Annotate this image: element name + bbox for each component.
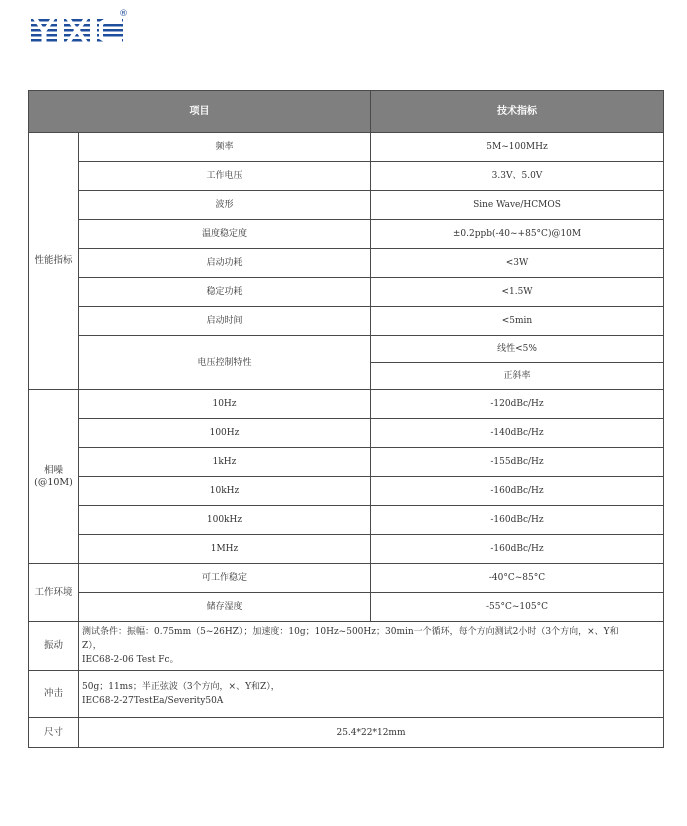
value-cell: 5M~100MHz [371,133,664,162]
param-cell: 频率 [79,133,371,162]
table-row [29,506,664,535]
category-shock: 冲击 [29,671,79,718]
value-cell: -55°C~105°C [371,593,664,622]
param-cell: 1MHz [79,535,371,564]
param-cell: 100kHz [79,506,371,535]
table-row [29,448,664,477]
size-value: 25.4*22*12mm [79,718,664,748]
table-row [29,162,664,191]
table-row [29,278,664,307]
category-performance: 性能指标 [29,133,79,390]
param-cell: 10Hz [79,390,371,419]
value-cell: ±0.2ppb(-40~+85°C)@10M [371,220,664,249]
param-cell: 电压控制特性 [79,336,371,390]
param-cell: 100Hz [79,419,371,448]
param-cell: 1kHz [79,448,371,477]
vibration-line1: 测试条件：振幅：0.75mm（5~26HZ）；加速度：10g；10Hz~500Hz；30min一个循环，每个方向测试2小时（3个方向，×、Y和 [82,627,619,637]
value-cell: <1.5W [371,278,664,307]
value-cell: -120dBc/Hz [371,390,664,419]
vibration-line2: Z）， [82,641,102,651]
value-cell: -160dBc/Hz [371,477,664,506]
category-size: 尺寸 [29,718,79,748]
yxc-logo-graphic [30,14,130,46]
param-cell: 启动功耗 [79,249,371,278]
table-row [29,535,664,564]
shock-desc [79,671,664,718]
value-cell: -160dBc/Hz [371,506,664,535]
table-row [29,671,664,718]
header-spec: 技术指标 [371,91,664,133]
param-cell: 工作电压 [79,162,371,191]
table-row [29,390,664,419]
value-cell: -140dBc/Hz [371,419,664,448]
header-item: 项目 [29,91,371,133]
shock-line1: 50g；11ms；半正弦波（3个方向，×、Y和Z）， [82,682,280,692]
value-cell: -160dBc/Hz [371,535,664,564]
category-phase-noise [29,390,79,564]
registered-mark: ® [119,9,128,19]
value-cell: -155dBc/Hz [371,448,664,477]
value-cell: 3.3V、5.0V [371,162,664,191]
table-row [29,477,664,506]
category-vibration: 振动 [29,622,79,671]
param-cell: 波形 [79,191,371,220]
table-row [29,419,664,448]
param-cell: 温度稳定度 [79,220,371,249]
category-phase-noise-line2: (@10M) [34,476,73,488]
param-cell: 10kHz [79,477,371,506]
vibration-line3: IEC68-2-06 Test Fc。 [82,655,179,665]
table-row [29,249,664,278]
table-row [29,593,664,622]
table-row [29,336,664,363]
table-row [29,718,664,748]
param-cell: 启动时间 [79,307,371,336]
shock-line2: IEC68-2-27TestEa/Severity50A [82,696,224,706]
param-cell: 储存湿度 [79,593,371,622]
table-row [29,564,664,593]
value-cell: <5min [371,307,664,336]
value-cell: 线性<5% [371,336,664,363]
table-row [29,622,664,671]
table-row [29,307,664,336]
table-row [29,191,664,220]
category-phase-noise-line1: 相噪 [43,464,63,476]
param-cell: 可工作稳定 [79,564,371,593]
value-cell: <3W [371,249,664,278]
spec-table [28,90,664,748]
value-cell: 正斜率 [371,363,664,390]
vibration-desc [79,622,664,671]
table-row [29,133,664,162]
category-environment: 工作环境 [29,564,79,622]
param-cell: 稳定功耗 [79,278,371,307]
value-cell: -40°C~85°C [371,564,664,593]
value-cell: Sine Wave/HCMOS [371,191,664,220]
table-row [29,220,664,249]
yxc-logo [30,14,130,46]
table-header-row [29,91,664,133]
